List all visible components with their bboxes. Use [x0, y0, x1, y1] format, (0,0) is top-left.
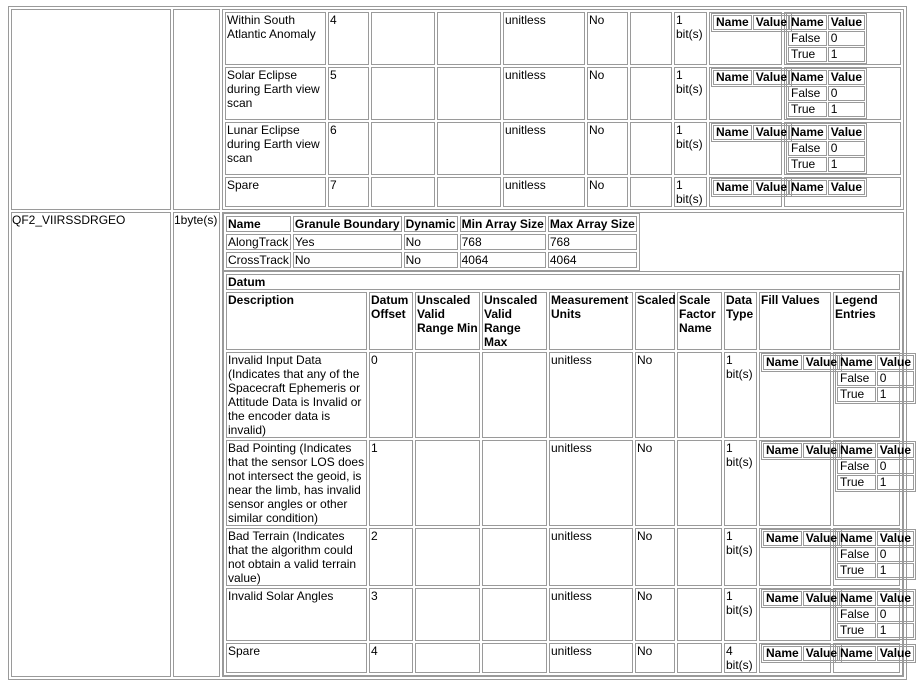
datum-scale-factor — [677, 643, 722, 673]
datum-description: Bad Terrain (Indicates that the algorithm could not obtain a valid terrain value) — [226, 528, 367, 586]
datum-fill-values — [709, 12, 788, 65]
fill-values-name-header: Name — [763, 591, 802, 606]
datum-description: Bad Pointing (Indicates that the sensor LOS does not intersect the geoid, is near the limb, has invalid sensor angles or other similar condition) — [226, 440, 367, 526]
datum-row — [226, 528, 900, 586]
datum-data-type: 1 bit(s) — [674, 122, 707, 175]
datum-scaled: No — [635, 528, 675, 586]
legend-entry-value: 1 — [877, 623, 914, 638]
datum-row — [226, 588, 900, 641]
legend-table — [835, 353, 916, 404]
legend-header-row — [788, 70, 865, 85]
legend-entry-name: False — [788, 31, 827, 46]
granule-cell: No — [293, 252, 402, 268]
datum-row — [225, 122, 901, 175]
datum-description: Invalid Solar Angles — [226, 588, 367, 641]
legend-value-header: Value — [877, 591, 914, 606]
legend-name-header: Name — [788, 15, 827, 30]
header-legend-entries: Legend Entries — [833, 292, 900, 350]
datum-description: Solar Eclipse during Earth view scan — [225, 67, 326, 120]
datum-scaled: No — [587, 177, 628, 207]
legend-entry-value: 0 — [877, 607, 914, 622]
legend-header-row — [788, 180, 865, 195]
datum-valid-max — [437, 12, 501, 65]
datum-valid-max — [482, 588, 547, 641]
fill-values-header-row — [763, 531, 840, 546]
legend-value-header: Value — [828, 15, 865, 30]
datum-data-type: 1 bit(s) — [724, 528, 757, 586]
datum-header-row — [226, 292, 900, 350]
granule-cell: Yes — [293, 234, 402, 250]
legend-row — [788, 86, 865, 101]
datum-row — [226, 643, 900, 673]
legend-entry-name: True — [788, 157, 827, 172]
datum-fill-values — [759, 588, 838, 641]
datum-scale-factor — [677, 440, 722, 526]
datum-scaled: No — [587, 122, 628, 175]
datum-valid-max — [482, 528, 547, 586]
fill-values-name-header: Name — [763, 531, 802, 546]
qf1-name-cell — [11, 9, 171, 210]
legend-row — [788, 31, 865, 46]
legend-name-header: Name — [837, 355, 876, 370]
datum-offset: 1 — [369, 440, 413, 526]
datum-fill-values — [759, 528, 838, 586]
legend-row — [788, 157, 865, 172]
fill-values-table — [711, 178, 792, 197]
qf1-datum-cell — [222, 9, 904, 210]
legend-entry-value: 1 — [828, 102, 865, 117]
granule-cell: 4064 — [460, 252, 546, 268]
datum-legend-entries — [833, 352, 912, 438]
datum-valid-max — [437, 67, 501, 120]
fill-values-header-row — [763, 355, 840, 370]
granule-cell: AlongTrack — [226, 234, 291, 250]
legend-entry-name: False — [788, 141, 827, 156]
legend-row — [788, 141, 865, 156]
datum-valid-min — [371, 122, 435, 175]
datum-offset: 3 — [369, 588, 413, 641]
datum-fill-values — [759, 440, 838, 526]
datum-legend-entries — [784, 67, 901, 120]
datum-legend-entries — [833, 643, 912, 673]
granule-header-4: Max Array Size — [549, 217, 635, 231]
datum-measurement-units: unitless — [503, 12, 585, 65]
fill-values-header-row — [713, 125, 790, 140]
fill-values-value-header: Value — [753, 180, 790, 195]
datum-fill-values — [759, 352, 838, 438]
legend-entry-name: False — [837, 371, 876, 386]
datum-description: Spare — [226, 643, 367, 673]
legend-row — [837, 475, 914, 490]
datum-legend-entries — [784, 12, 901, 65]
fill-values-table — [761, 353, 842, 372]
legend-entry-value: 0 — [828, 31, 865, 46]
granule-cell: 768 — [548, 234, 637, 250]
datum-measurement-units: unitless — [549, 528, 633, 586]
datum-data-type: 4 bit(s) — [724, 643, 757, 673]
fill-values-name-header: Name — [713, 125, 752, 140]
datum-data-type: 1 bit(s) — [724, 352, 757, 438]
datum-offset: 7 — [328, 177, 369, 207]
datum-scale-factor — [630, 67, 672, 120]
fill-values-name-header: Name — [763, 646, 802, 661]
datum-scaled: No — [635, 588, 675, 641]
datum-scale-factor — [677, 528, 722, 586]
legend-header-row — [837, 443, 914, 458]
legend-entry-value: 0 — [828, 141, 865, 156]
fill-values-table — [711, 123, 792, 142]
datum-offset: 5 — [328, 67, 369, 120]
fill-values-value-header: Value — [803, 591, 840, 606]
datum-valid-max — [437, 122, 501, 175]
datum-caption: Datum — [226, 274, 900, 290]
granule-header-3: Min Array Size — [461, 217, 544, 231]
legend-row — [837, 607, 914, 622]
datum-data-type: 1 bit(s) — [724, 588, 757, 641]
datum-scaled: No — [635, 643, 675, 673]
granule-header-0: Name — [226, 216, 291, 232]
fill-values-value-header: Value — [753, 70, 790, 85]
datum-legend-entries — [784, 122, 901, 175]
datum-valid-min — [415, 440, 480, 526]
fill-values-header-row — [763, 443, 840, 458]
legend-row — [837, 371, 914, 386]
granule-header-1: Granule Boundary — [294, 217, 400, 231]
datum-fill-values — [759, 643, 838, 673]
datum-measurement-units: unitless — [503, 67, 585, 120]
header-measurement-units: Measurement Units — [549, 292, 633, 350]
fields-table — [8, 6, 912, 680]
legend-name-header: Name — [788, 125, 827, 140]
datum-scale-factor — [677, 352, 722, 438]
legend-header-row — [788, 15, 865, 30]
fill-values-table — [761, 529, 842, 548]
legend-table — [786, 123, 867, 174]
legend-row — [837, 387, 914, 402]
legend-entry-name: True — [837, 387, 876, 402]
datum-legend-entries — [784, 177, 901, 207]
datum-valid-min — [415, 588, 480, 641]
datum-measurement-units: unitless — [549, 352, 633, 438]
legend-value-header: Value — [877, 355, 914, 370]
header-scaled: Scaled — [635, 292, 675, 350]
legend-value-header: Value — [877, 531, 914, 546]
fill-values-value-header: Value — [753, 125, 790, 140]
fill-values-name-header: Name — [713, 15, 752, 30]
legend-header-row — [837, 355, 914, 370]
legend-header-row — [837, 531, 914, 546]
legend-entry-value: 0 — [877, 371, 914, 386]
header-scale-factor: Scale Factor Name — [677, 292, 722, 350]
fill-values-value-header: Value — [753, 15, 790, 30]
fill-values-table — [711, 13, 792, 32]
qf1-field-row — [11, 9, 904, 210]
legend-row — [837, 563, 914, 578]
legend-entry-value: 1 — [877, 563, 914, 578]
legend-value-header: Value — [828, 180, 865, 195]
datum-description: Spare — [225, 177, 326, 207]
legend-entry-name: False — [788, 86, 827, 101]
datum-valid-max — [482, 643, 547, 673]
legend-value-header: Value — [877, 646, 914, 661]
legend-row — [788, 47, 865, 62]
legend-name-header: Name — [837, 646, 876, 661]
datum-scaled: No — [587, 67, 628, 120]
legend-value-header: Value — [877, 443, 914, 458]
datum-fill-values — [709, 177, 788, 207]
datum-offset: 6 — [328, 122, 369, 175]
legend-entry-value: 0 — [828, 86, 865, 101]
granule-row — [226, 252, 637, 268]
granule-cell: CrossTrack — [228, 253, 289, 267]
datum-measurement-units: unitless — [549, 440, 633, 526]
header-valid-min: Unscaled Valid Range Min — [415, 292, 480, 350]
legend-entry-name: True — [837, 623, 876, 638]
legend-header-row — [837, 646, 914, 661]
datum-fill-values — [709, 122, 788, 175]
datum-legend-entries — [833, 528, 912, 586]
datum-row — [225, 12, 901, 65]
legend-table — [786, 178, 867, 197]
datum-valid-min — [415, 643, 480, 673]
datum-measurement-units: unitless — [503, 177, 585, 207]
datum-valid-min — [415, 352, 480, 438]
legend-entry-name: True — [837, 475, 876, 490]
legend-entry-value: 1 — [828, 157, 865, 172]
legend-table — [835, 589, 916, 640]
legend-entry-name: True — [788, 47, 827, 62]
legend-entry-name: False — [837, 459, 876, 474]
legend-entry-name: False — [837, 607, 876, 622]
fill-values-value-header: Value — [803, 443, 840, 458]
legend-header-row — [788, 125, 865, 140]
legend-row — [788, 102, 865, 117]
legend-name-header: Name — [837, 591, 876, 606]
qf2-name-cell: QF2_VIIRSSDRGEO — [11, 212, 171, 677]
legend-entry-name: False — [837, 547, 876, 562]
datum-row — [225, 67, 901, 120]
legend-table — [835, 441, 916, 492]
legend-header-row — [837, 591, 914, 606]
granule-header-2: Dynamic — [405, 217, 456, 231]
datum-scaled: No — [635, 352, 675, 438]
fill-values-table — [711, 68, 792, 87]
datum-legend-entries — [833, 440, 912, 526]
legend-value-header: Value — [828, 70, 865, 85]
datum-row — [225, 177, 901, 207]
granule-cell: No — [404, 234, 458, 250]
granule-row — [226, 234, 637, 250]
datum-valid-max — [482, 440, 547, 526]
fill-values-header-row — [763, 591, 840, 606]
granule-table — [223, 213, 640, 271]
fill-values-name-header: Name — [763, 443, 802, 458]
granule-cell: No — [404, 252, 458, 268]
legend-name-header: Name — [788, 70, 827, 85]
datum-valid-max — [482, 352, 547, 438]
datum-offset: 4 — [328, 12, 369, 65]
granule-cell: 768 — [460, 234, 546, 250]
datum-description: Lunar Eclipse during Earth view scan — [225, 122, 326, 175]
legend-row — [837, 547, 914, 562]
datum-valid-min — [371, 177, 435, 207]
datum-scale-factor — [630, 177, 672, 207]
legend-row — [837, 459, 914, 474]
datum-scaled: No — [587, 12, 628, 65]
fill-values-table — [761, 441, 842, 460]
fill-values-header-row — [713, 70, 790, 85]
granule-header-row — [226, 216, 637, 232]
fill-values-name-header: Name — [713, 70, 752, 85]
datum-valid-max — [437, 177, 501, 207]
datum-measurement-units: unitless — [549, 643, 633, 673]
datum-description: Within South Atlantic Anomaly — [225, 12, 326, 65]
header-fill-values: Fill Values — [759, 292, 831, 350]
datum-fill-values — [709, 67, 788, 120]
qf2-field-row — [11, 212, 904, 677]
legend-entry-value: 1 — [828, 47, 865, 62]
fill-values-value-header: Value — [803, 646, 840, 661]
qf2-details-cell — [222, 212, 912, 677]
datum-offset: 4 — [369, 643, 413, 673]
qf2-size-cell: 1byte(s) — [173, 212, 220, 677]
header-datum-offset: Datum Offset — [369, 292, 413, 350]
datum-valid-min — [415, 528, 480, 586]
datum-valid-min — [371, 12, 435, 65]
legend-entry-value: 0 — [877, 459, 914, 474]
datum-offset: 0 — [369, 352, 413, 438]
datum-description: Invalid Input Data (Indicates that any of the Spacecraft Ephemeris or Attitude Data is Invalid or the encoder data is invalid) — [226, 352, 367, 438]
datum-valid-min — [371, 67, 435, 120]
datum-measurement-units: unitless — [549, 588, 633, 641]
header-valid-max: Unscaled Valid Range Max — [482, 292, 547, 350]
datum-scale-factor — [630, 122, 672, 175]
datum-scaled: No — [635, 440, 675, 526]
qf1-size-cell — [173, 9, 220, 210]
qf2-datum-table — [223, 271, 912, 676]
header-description: Description — [226, 292, 367, 350]
granule-cell: 4064 — [548, 252, 637, 268]
datum-offset: 2 — [369, 528, 413, 586]
fill-values-value-header: Value — [803, 355, 840, 370]
legend-table — [786, 13, 867, 64]
legend-name-header: Name — [788, 180, 827, 195]
fill-values-header-row — [713, 15, 790, 30]
fill-values-header-row — [713, 180, 790, 195]
legend-table — [786, 68, 867, 119]
legend-entry-name: True — [788, 102, 827, 117]
fill-values-table — [761, 589, 842, 608]
legend-name-header: Name — [837, 443, 876, 458]
legend-name-header: Name — [837, 531, 876, 546]
fill-values-header-row — [763, 646, 840, 661]
datum-measurement-units: unitless — [503, 122, 585, 175]
fill-values-name-header: Name — [763, 355, 802, 370]
legend-table — [835, 529, 916, 580]
legend-entry-value: 0 — [877, 547, 914, 562]
datum-row — [226, 440, 900, 526]
fill-values-name-header: Name — [713, 180, 752, 195]
legend-entry-value: 1 — [877, 475, 914, 490]
legend-row — [837, 623, 914, 638]
legend-value-header: Value — [828, 125, 865, 140]
header-data-type: Data Type — [724, 292, 757, 350]
datum-legend-entries — [833, 588, 912, 641]
legend-entry-name: True — [837, 563, 876, 578]
datum-data-type: 1 bit(s) — [674, 67, 707, 120]
fill-values-value-header: Value — [803, 531, 840, 546]
datum-row — [226, 352, 900, 438]
datum-data-type: 1 bit(s) — [724, 440, 757, 526]
qf1-datum-table — [223, 10, 903, 209]
datum-data-type: 1 bit(s) — [674, 12, 707, 65]
datum-scale-factor — [677, 588, 722, 641]
datum-scale-factor — [630, 12, 672, 65]
datum-data-type: 1 bit(s) — [674, 177, 707, 207]
legend-entry-value: 1 — [877, 387, 914, 402]
